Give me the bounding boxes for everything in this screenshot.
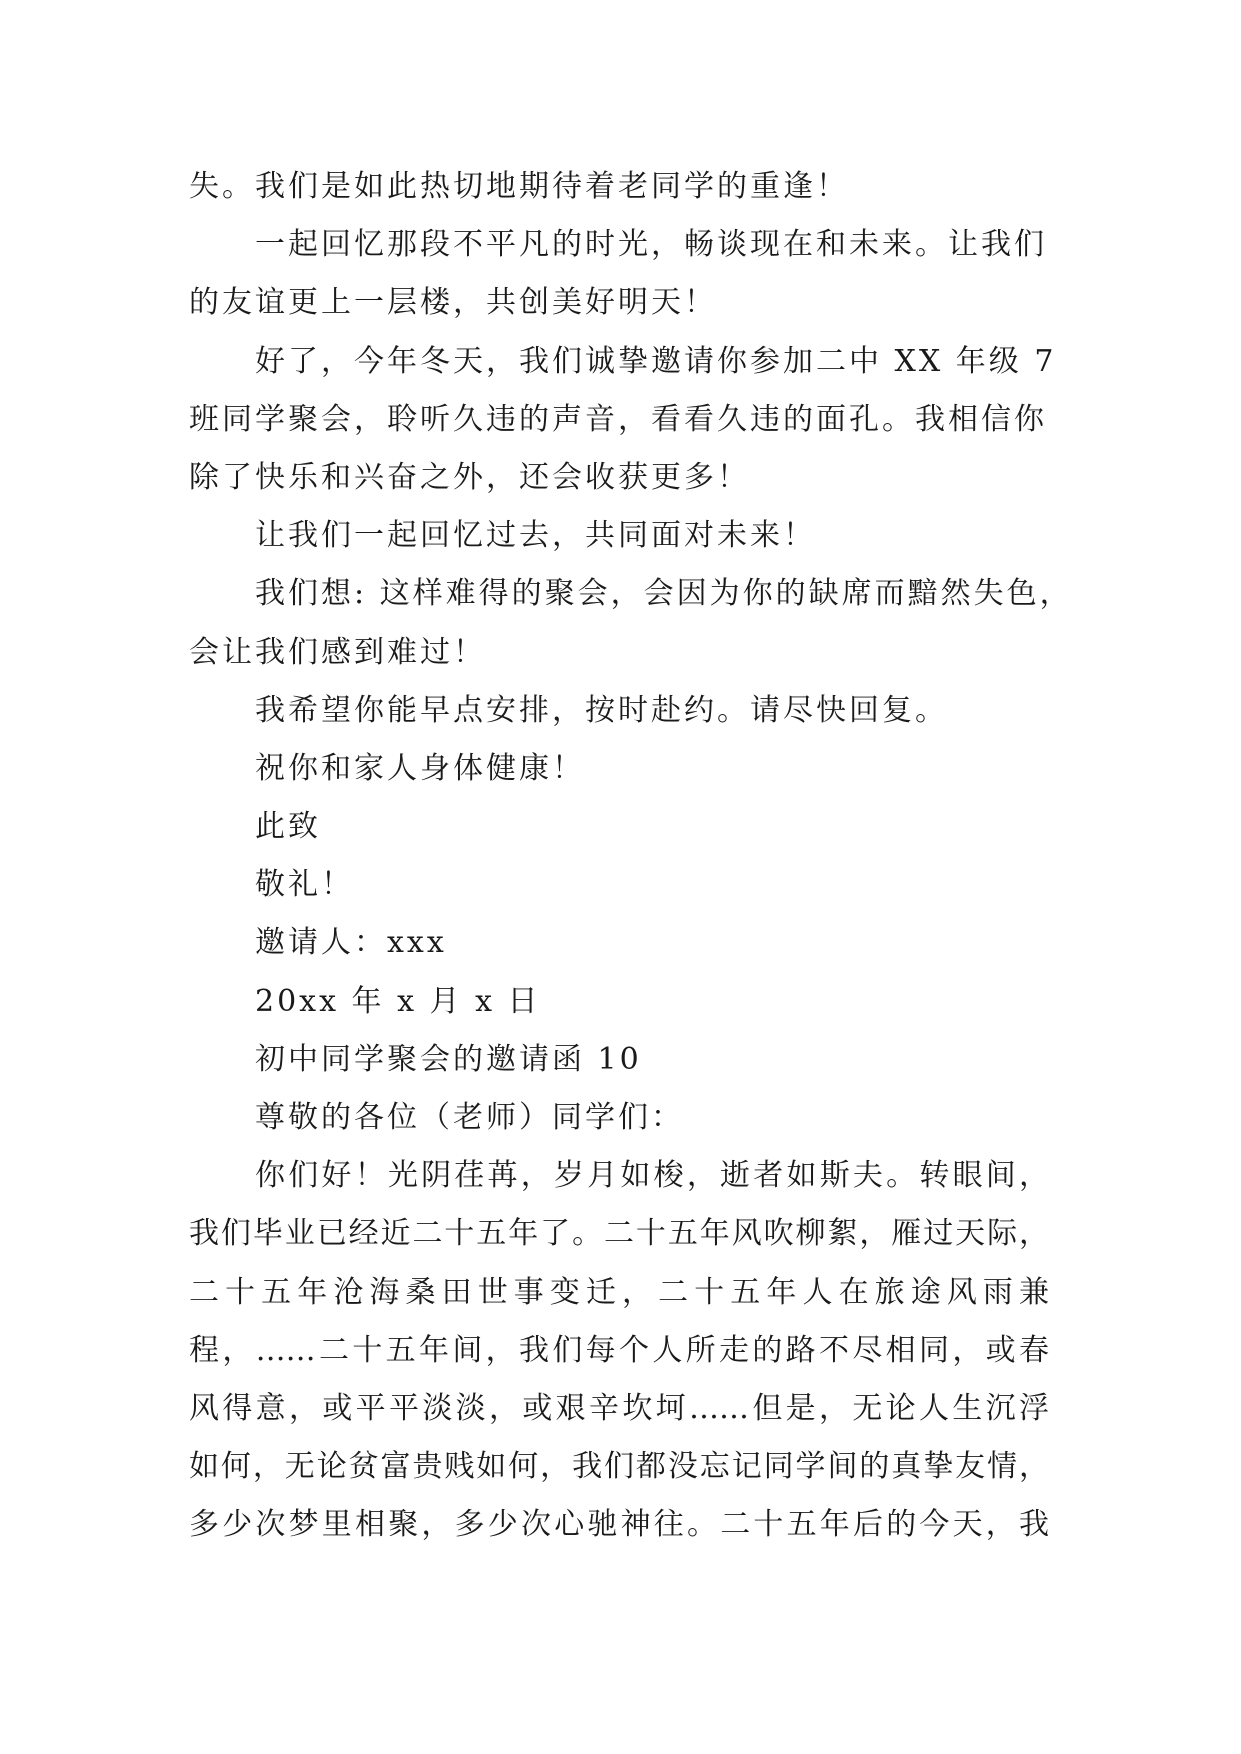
text-line: 我们毕业已经近二十五年了。二十五年风吹柳絮，雁过天际， (189, 1216, 1049, 1252)
section-title: 初中同学聚会的邀请函 10 (255, 1041, 642, 1077)
inviter-signature: 邀请人：xxx (255, 925, 447, 961)
text-line: 会让我们感到难过！ (189, 634, 486, 670)
text-line: 的友谊更上一层楼，共创美好明天！ (189, 285, 717, 321)
text-line: 好了，今年冬天，我们诚挚邀请你参加二中 XX 年级 7 (255, 343, 1057, 379)
text-line: 二十五年沧海桑田世事变迁，二十五年人在旅途风雨兼 (189, 1274, 1049, 1310)
closing-salutation: 此致 (255, 809, 321, 845)
text-line: 程，……二十五年间，我们每个人所走的路不尽相同，或春 (189, 1332, 1049, 1368)
text-line: 风得意，或平平淡淡，或艰辛坎坷……但是，无论人生沉浮 (189, 1390, 1049, 1426)
text-line: 我希望你能早点安排，按时赴约。请尽快回复。 (255, 692, 948, 728)
text-line: 祝你和家人身体健康！ (255, 750, 585, 786)
text-line: 一起回忆那段不平凡的时光，畅谈现在和未来。让我们 (255, 227, 1047, 263)
text-line: 失。我们是如此热切地期待着老同学的重逢！ (189, 169, 849, 204)
text-line: 我们想: 这样难得的聚会，会因为你的缺席而黯然失色， (255, 576, 1073, 612)
text-line: 如何，无论贫富贵贱如何，我们都没忘记同学间的真挚友情， (189, 1449, 1049, 1485)
closing-regards: 敬礼！ (255, 867, 354, 903)
text-line: 除了快乐和兴奋之外，还会收获更多！ (189, 459, 750, 495)
text-line: 你们好！光阴荏苒，岁月如梭，逝者如斯夫。转眼间， (255, 1158, 1049, 1194)
text-line: 班同学聚会，聆听久违的声音，看看久违的面孔。我相信你 (189, 401, 1047, 437)
greeting: 尊敬的各位（老师）同学们： (255, 1100, 684, 1135)
text-line: 让我们一起回忆过去，共同面对未来！ (255, 518, 816, 554)
letter-body (189, 158, 1073, 1555)
text-line: 多少次梦里相聚，多少次心驰神往。二十五年后的今天，我 (189, 1507, 1049, 1543)
letter-date: 20xx 年 x 月 x 日 (255, 983, 541, 1019)
